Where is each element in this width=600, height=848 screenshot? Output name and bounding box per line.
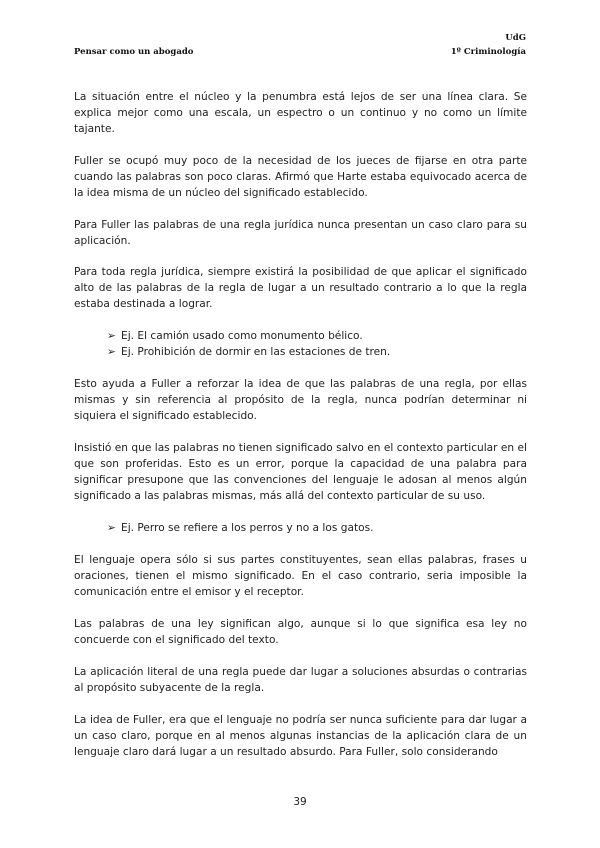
list-item: [107, 520, 527, 536]
page-number: 39: [293, 796, 307, 808]
list-item-text: Ej. El camión usado como monumento bélico.: [121, 330, 363, 342]
list-item: [107, 328, 527, 344]
arrow-bullet-icon: ➢: [107, 330, 116, 342]
header-right-course: 1º Criminología: [450, 47, 526, 57]
arrow-bullet-icon: ➢: [107, 522, 116, 534]
paragraph: La aplicación literal de una regla puede dar lugar a soluciones absurdas o contrarias al propósito subyacente de la regla.: [74, 666, 527, 695]
paragraph: Esto ayuda a Fuller a reforzar la idea de que las palabras de una regla, por ellas mismas y sin referencia al propósito de la regla, nunca podrían determinar ni siquiera el significado establecido.: [74, 378, 527, 423]
paragraph: Para toda regla jurídica, siempre existirá la posibilidad de que aplicar el significado alto de las palabras de la regla de lugar a un resultado contrario a lo que la regla estaba destinada a lograr.: [74, 266, 527, 311]
paragraph: La situación entre el núcleo y la penumbra está lejos de ser una línea clara. Se explica mejor como una escala, un espectro o un continuo y no como un límite tajante.: [74, 91, 527, 136]
header-right-institution: UdG: [505, 33, 526, 43]
list-item-text: Ej. Perro se refiere a los perros y no a los gatos.: [121, 522, 374, 534]
paragraph: El lenguaje opera sólo si sus partes constituyentes, sean ellas palabras, frases u oraciones, tienen el mismo significado. En el caso contrario, seria imposible la comunicación entre el emisor y el receptor.: [74, 554, 527, 599]
header-left-title: Pensar como un abogado: [74, 47, 194, 57]
arrow-bullet-icon: ➢: [107, 346, 116, 358]
paragraph: Insistió en que las palabras no tienen significado salvo en el contexto particular en el que son proferidas. Esto es un error, porque la capacidad de una palabra para significar presupone que las convenciones del lenguaje le adosan al menos algún significado a las palabras mismas, más allá del contexto particular de su uso.: [74, 442, 527, 503]
list-item: [107, 344, 527, 360]
paragraph: La idea de Fuller, era que el lenguaje no podría ser nunca suficiente para dar lugar a un caso claro, porque en al menos algunas instancias de la aplicación clara de un lenguaje claro dará lugar a un resultado absurdo. Para Fuller, solo considerando: [74, 714, 527, 759]
paragraph: Fuller se ocupó muy poco de la necesidad de los jueces de fijarse en otra parte cuando las palabras son poco claras. Afirmó que Harte estaba equivocado acerca de la idea misma de un núcleo del significado establecido.: [74, 155, 527, 200]
list-item-text: Ej. Prohibición de dormir en las estaciones de tren.: [121, 346, 391, 358]
paragraph: Las palabras de una ley significan algo, aunque si lo que significa esa ley no concuerde con el significado del texto.: [74, 618, 527, 647]
paragraph: Para Fuller las palabras de una regla jurídica nunca presentan un caso claro para su aplicación.: [74, 219, 527, 248]
